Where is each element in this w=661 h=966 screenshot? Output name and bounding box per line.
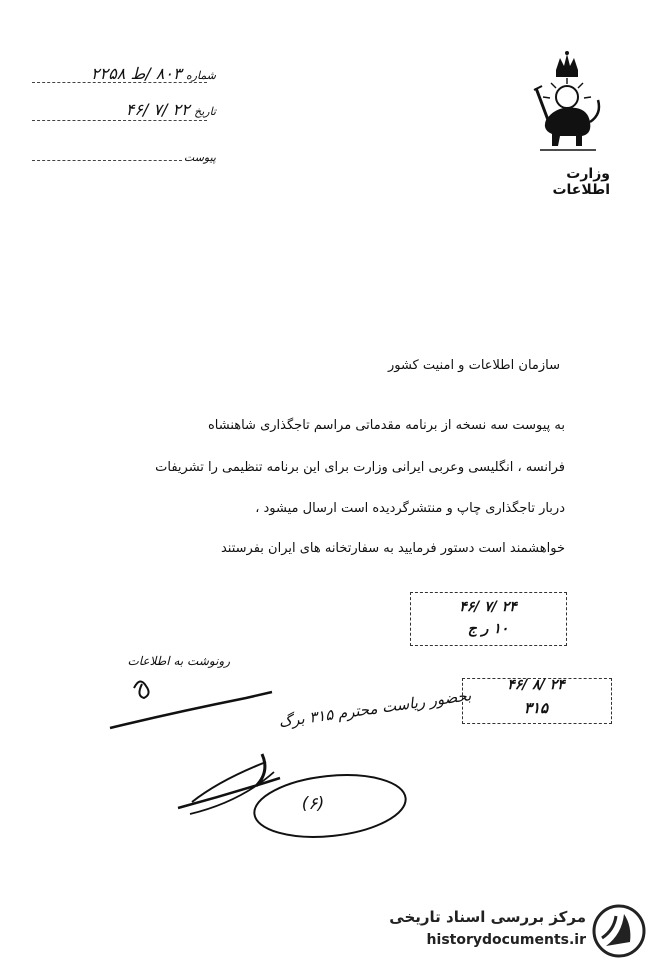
body-line-2: فرانسه ، انگلیسی وعربی ایرانی وزارت برای این برنامه تنظیمی را تشریفات xyxy=(155,460,565,475)
archive-logo-icon xyxy=(592,904,646,958)
watermark-title: مرکز بررسی اسناد تاریخی xyxy=(389,908,586,926)
body-line-1: به پیوست سه نسخه از برنامه مقدماتی مراسم تاجگذاری شاهنشاه xyxy=(207,418,565,433)
letter-date-field xyxy=(36,100,216,119)
ministry-name: وزارت اطلاعات xyxy=(552,166,610,198)
receipt-stamp-bottom xyxy=(462,678,612,724)
letter-date-label: تاریخ xyxy=(194,105,216,118)
receipt-stamp-top xyxy=(410,592,567,646)
circled-number: (۶) xyxy=(301,794,325,814)
body-line-3: دربار تاجگذاری چاپ و منتشرگردیده است ارسال میشود ، xyxy=(255,501,565,516)
receipt-stamp-top-date: ۲۴ /۷ /۴۶ xyxy=(459,599,517,615)
attachment-label: پیوست xyxy=(183,151,216,164)
receipt-stamp-bottom-number: ۳۱۵ xyxy=(523,699,549,717)
receipt-stamp-bottom-date: ۲۴ /۸ /۴۶ xyxy=(507,677,565,693)
letter-number-value: ۸۰۳ /ط ۲۲۵۸ xyxy=(91,64,182,83)
handwritten-annotation: بحضور ریاست محترم ۳۱۵ برگ xyxy=(277,686,473,732)
receipt-stamp-top-ref: ۱۰ ر ج xyxy=(467,621,509,637)
watermark-url: historydocuments.ir xyxy=(426,932,586,948)
recipient-line: سازمان اطلاعات و امنیت کشور xyxy=(387,358,560,373)
body-line-4: خواهشمند است دستور فرمایید به سفارتخانه های ایران بفرستند xyxy=(220,541,565,556)
letter-number-field xyxy=(36,64,216,83)
handwritten-cc-note: رونوشت به اطلاعات xyxy=(127,654,230,668)
handwritten-scribble xyxy=(96,672,286,732)
letter-number-label: شماره xyxy=(185,69,216,82)
letter-date-value: ۲۲ /۷ /۴۶ xyxy=(125,100,190,119)
lion-and-sun-emblem-icon xyxy=(526,50,608,160)
signature-icon xyxy=(170,742,410,842)
attachment-field xyxy=(36,146,216,165)
watermark xyxy=(372,902,652,960)
